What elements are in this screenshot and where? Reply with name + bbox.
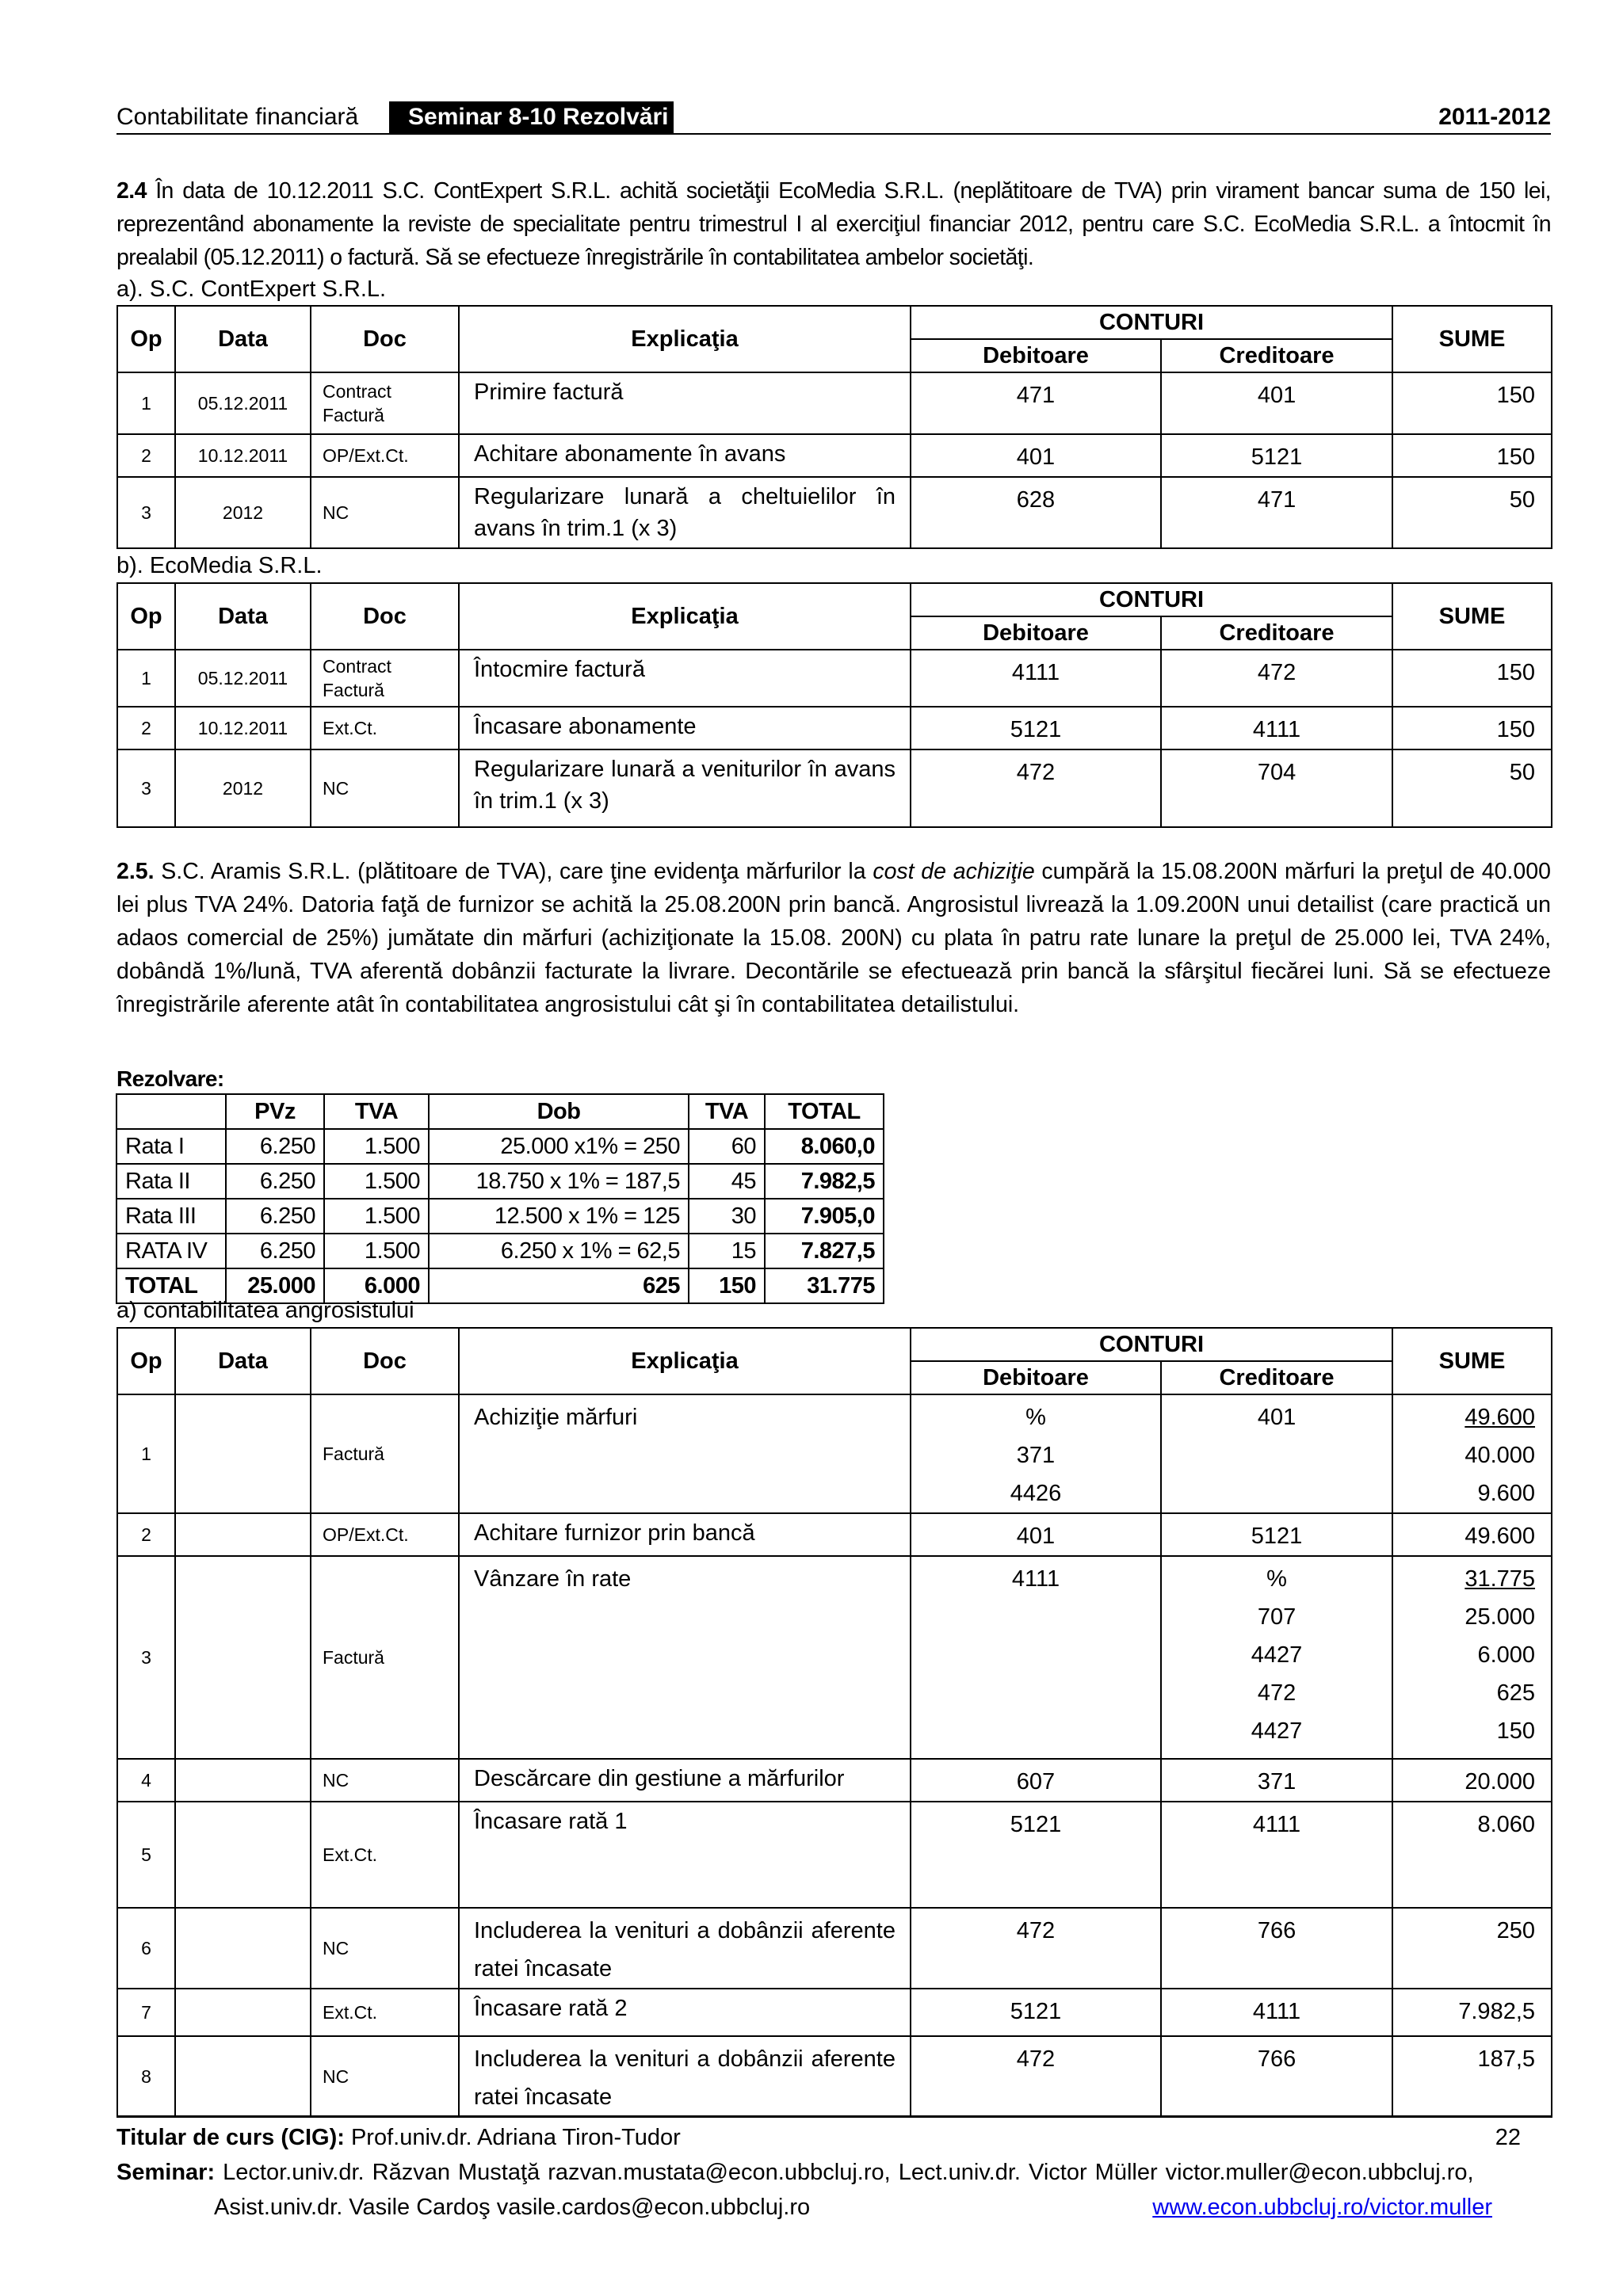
debit-line: 4426 [1010,1481,1062,1506]
row-credit: 471 [1161,477,1392,548]
rate-total: 7.982,5 [765,1164,884,1199]
sum-line: 49.600 [1465,1405,1536,1430]
row-op: 6 [117,1908,175,1989]
row-credit [1161,1989,1392,2036]
row-debit [911,1989,1161,2036]
sum-line: 187,5 [1477,2046,1536,2072]
col-conturi: CONTURI [911,306,1392,339]
installments-table [116,1093,884,1304]
rate-tva: 1.500 [324,1199,429,1234]
row-doc: Contract Factură [311,372,459,434]
table-row [116,1234,884,1268]
row-sum [1392,1989,1552,2036]
row-debit: 471 [911,372,1161,434]
rate-dob: 18.750 x 1% = 187,5 [429,1164,689,1199]
row-credit [1161,1802,1392,1908]
row-debit [911,1556,1161,1759]
credit-line: % [1266,1566,1287,1592]
row-sum: 150 [1392,434,1552,477]
col-creditoare: Creditoare [1161,339,1392,372]
row-debit [911,1908,1161,1989]
row-debit [911,1802,1161,1908]
row-date [175,1802,311,1908]
ledger-table-ecomedia [116,582,1552,828]
debit-line: 472 [1016,1918,1056,1943]
rate-dob: 12.500 x 1% = 125 [429,1199,689,1234]
table-row [117,1989,1552,2036]
footer-seminar [116,2155,1551,2190]
row-sum: 50 [1392,749,1552,827]
debit-line: % [1025,1405,1046,1430]
rates-header-pvz: PVz [226,1094,324,1129]
row-explanation: Întocmire factură [459,650,911,707]
row-op: 7 [117,1989,175,2036]
titular-name: Prof.univ.dr. Adriana Tiron-Tudor [344,2125,681,2150]
row-sum [1392,1802,1552,1908]
row-date [175,1556,311,1759]
row-sum: 150 [1392,650,1552,707]
credit-line: 707 [1257,1604,1296,1630]
total-pvz: 25.000 [226,1268,324,1303]
table-row [117,1513,1552,1556]
table-row [117,1759,1552,1802]
table-row [117,434,1552,477]
row-sum [1392,1908,1552,1989]
row-explanation: Vânzare în rate [459,1556,911,1759]
row-debit: 5121 [911,707,1161,749]
row-explanation: Regularizare lunară a veniturilor în avans în trim.1 (x 3) [459,749,911,827]
academic-year: 2011-2012 [1438,104,1551,130]
row-explanation: Regularizare lunară a cheltuielilor în avans în trim.1 (x 3) [459,477,911,548]
table-row [116,1129,884,1164]
row-explanation: Descărcare din gestiune a mărfurilor [459,1759,911,1802]
sum-line: 40.000 [1465,1443,1536,1468]
row-debit: 401 [911,434,1161,477]
row-date: 05.12.2011 [175,650,311,707]
row-doc: Ext.Ct. [311,707,459,749]
credit-line: 766 [1257,1918,1296,1943]
footer-titular [116,2120,1551,2155]
col-data: Data [175,306,311,372]
rate-label: RATA IV [116,1234,226,1268]
rate-pvz: 6.250 [226,1129,324,1164]
row-doc: Ext.Ct. [311,1989,459,2036]
rate-total: 7.905,0 [765,1199,884,1234]
table-row [116,1164,884,1199]
exercise-text-part: cumpără la 15.08.200N mărfuri la preţul de 40.000 lei plus TVA 24%. Datoria faţă de furnizor se achită la 25.08.200N prin bancă. Angrosistul livrează la 1.09.200N unui detailist (care practică un adaos comercial de 25%) jumătate din mărfuri (achiziţionate la 15.08. 200N) cu plata în patru rate lunare la preţul de 25.000 lei, TVA 24%, dobândă 1%/lună, TVA aferentă dobânzii facturate la livrare. Decontările se efectuează prin bancă la sfârşitul fiecărei luni. Să se efectueze înregistrările aferente atât în contabilitatea angrosistului cât şi în contabilitatea detailistului. [116,859,1551,1017]
seminar-label: Seminar: [116,2160,216,2185]
row-op: 1 [117,1394,175,1513]
col-data: Data [175,1328,311,1394]
total-tva: 6.000 [324,1268,429,1303]
sum-line: 9.600 [1477,1481,1536,1506]
col-creditoare: Creditoare [1161,616,1392,650]
table-row [117,1908,1552,1989]
rate-tva: 1.500 [324,1164,429,1199]
row-op: 3 [117,1556,175,1759]
row-credit: 5121 [1161,434,1392,477]
col-conturi: CONTURI [911,583,1392,616]
ledger-table-contexpert [116,305,1552,549]
row-op: 4 [117,1759,175,1802]
row-explanation: Achiziţie mărfuri [459,1394,911,1513]
debit-line: 401 [1016,1524,1056,1549]
row-explanation: Achitare abonamente în avans [459,434,911,477]
row-op: 3 [117,749,175,827]
rate-tva-dob: 30 [689,1199,765,1234]
table-row [117,477,1552,548]
seminar-staff: Lector.univ.dr. Răzvan Mustaţă razvan.mustata@econ.ubbcluj.ro, Lect.univ.dr. Victor Müller victor.muller@econ.ubbcluj.ro, [215,2160,1474,2185]
rate-tva: 1.500 [324,1129,429,1164]
row-credit [1161,1394,1392,1513]
debit-line: 607 [1016,1769,1056,1794]
row-date: 2012 [175,749,311,827]
exercise-text-italic: cost de achiziţie [873,859,1035,884]
debit-line: 371 [1016,1443,1056,1468]
col-doc: Doc [311,1328,459,1394]
exercise-text-part: S.C. Aramis S.R.L. (plătitoare de TVA), care ţine evidenţa mărfurilor la [154,859,873,884]
sum-line: 49.600 [1465,1524,1536,1549]
sum-line: 20.000 [1465,1769,1536,1794]
row-explanation: Includerea la venituri a dobânzii aferente ratei încasate [459,2036,911,2117]
rate-tva-dob: 45 [689,1164,765,1199]
table-row [117,1394,1552,1513]
rate-pvz: 6.250 [226,1199,324,1234]
credit-line: 4427 [1251,1642,1303,1668]
col-conturi: CONTURI [911,1328,1392,1361]
col-debitoare: Debitoare [911,616,1161,650]
total-label: TOTAL [116,1268,226,1303]
row-date [175,1513,311,1556]
credit-line: 472 [1257,1680,1296,1706]
sum-line: 7.982,5 [1458,1999,1536,2024]
exercise-text: În data de 10.12.2011 S.C. ContExpert S.R.L. achită societăţii EcoMedia S.R.L. (neplătitoare de TVA) prin virament bancar suma de 150 lei, reprezentând abonamente la reviste de specialitate pentru trimestrul I al exerciţiul financiar 2012, pentru care S.C. EcoMedia S.R.L. a întocmit în prealabil (05.12.2011) o factură. Să se efectueze înregistrările în contabilitatea ambelor societăţi. [116,178,1551,270]
col-op: Op [117,1328,175,1394]
row-doc: NC [311,1759,459,1802]
rates-header-dob: Dob [429,1094,689,1129]
seminar-assistant: Asist.univ.dr. Vasile Cardoş vasile.cardos@econ.ubbcluj.ro [214,2195,811,2220]
row-op: 1 [117,372,175,434]
row-op: 1 [117,650,175,707]
row-sum [1392,1759,1552,1802]
row-sum [1392,1394,1552,1513]
table-row [117,372,1552,434]
row-date: 05.12.2011 [175,372,311,434]
sum-line: 8.060 [1477,1812,1536,1837]
row-op: 8 [117,2036,175,2117]
row-doc: Factură [311,1394,459,1513]
rate-total: 7.827,5 [765,1234,884,1268]
row-explanation: Încasare rată 2 [459,1989,911,2036]
row-date: 10.12.2011 [175,707,311,749]
debit-line: 4111 [1011,1566,1060,1592]
row-date [175,1394,311,1513]
rate-total: 8.060,0 [765,1129,884,1164]
exercise-2-4-statement [116,174,1551,274]
website-link[interactable]: www.econ.ubbcluj.ro/victor.muller [1152,2195,1492,2220]
row-sum: 150 [1392,372,1552,434]
row-doc: OP/Ext.Ct. [311,1513,459,1556]
col-sume: SUME [1392,583,1552,650]
titular-label: Titular de curs (CIG): [116,2125,345,2150]
col-explicatia: Explicaţia [459,1328,911,1394]
row-doc: Contract Factură [311,650,459,707]
table-row [117,749,1552,827]
credit-line: 4111 [1252,1999,1301,2024]
credit-line: 4427 [1251,1718,1303,1744]
exercise-number: 2.5. [116,859,155,884]
row-date: 10.12.2011 [175,434,311,477]
row-sum: 150 [1392,707,1552,749]
row-explanation: Încasare abonamente [459,707,911,749]
total-dob: 625 [429,1268,689,1303]
rate-label: Rata III [116,1199,226,1234]
row-doc: Factură [311,1556,459,1759]
col-doc: Doc [311,583,459,650]
caption-contexpert: a). S.C. ContExpert S.R.L. [116,277,387,302]
sum-line: 625 [1496,1680,1536,1706]
col-explicatia: Explicaţia [459,306,911,372]
row-op: 3 [117,477,175,548]
row-explanation: Includerea la venituri a dobânzii aferente ratei încasate [459,1908,911,1989]
row-credit: 704 [1161,749,1392,827]
row-debit: 4111 [911,650,1161,707]
credit-line: 371 [1257,1769,1296,1794]
row-doc: NC [311,2036,459,2117]
rates-header-blank [116,1094,226,1129]
row-op: 2 [117,707,175,749]
row-credit: 401 [1161,372,1392,434]
rate-pvz: 6.250 [226,1164,324,1199]
row-debit [911,1759,1161,1802]
sum-line: 150 [1496,1718,1536,1744]
row-op: 5 [117,1802,175,1908]
debit-line: 5121 [1010,1812,1062,1837]
rate-label: Rata II [116,1164,226,1199]
rezolvare-label: Rezolvare: [116,1066,224,1091]
row-credit: 4111 [1161,707,1392,749]
table-row [117,1556,1552,1759]
sum-line: 250 [1496,1918,1536,1943]
row-explanation: Achitare furnizor prin bancă [459,1513,911,1556]
col-debitoare: Debitoare [911,1361,1161,1394]
row-sum [1392,1513,1552,1556]
row-credit [1161,1556,1392,1759]
exercise-2-5-statement [116,855,1551,1021]
credit-line: 766 [1257,2046,1296,2072]
rates-header-tva: TVA [324,1094,429,1129]
row-credit [1161,1759,1392,1802]
col-sume: SUME [1392,1328,1552,1394]
total-total: 31.775 [765,1268,884,1303]
row-debit: 628 [911,477,1161,548]
row-doc: NC [311,1908,459,1989]
credit-line: 401 [1257,1405,1296,1430]
debit-line: 472 [1016,2046,1056,2072]
sum-line: 31.775 [1465,1566,1536,1592]
col-op: Op [117,306,175,372]
row-debit [911,1394,1161,1513]
course-title: Contabilitate financiară [116,104,359,130]
rates-header-total: TOTAL [765,1094,884,1129]
table-row [117,1802,1552,1908]
row-doc: Ext.Ct. [311,1802,459,1908]
rate-tva-dob: 15 [689,1234,765,1268]
credit-line: 5121 [1251,1524,1303,1549]
row-credit [1161,1513,1392,1556]
credit-line: 4111 [1252,1812,1301,1837]
table-row [117,707,1552,749]
row-debit [911,1513,1161,1556]
table-row [117,650,1552,707]
col-explicatia: Explicaţia [459,583,911,650]
page-number: 22 [1495,2125,1521,2150]
sum-line: 6.000 [1477,1642,1536,1668]
col-data: Data [175,583,311,650]
row-doc: OP/Ext.Ct. [311,434,459,477]
row-doc: NC [311,477,459,548]
sum-line: 25.000 [1465,1604,1536,1630]
total-tva-dob: 150 [689,1268,765,1303]
caption-angrosist: a) contabilitatea angrosistului [116,1298,414,1323]
rates-header-tva-dob: TVA [689,1094,765,1129]
col-debitoare: Debitoare [911,339,1161,372]
row-doc: NC [311,749,459,827]
row-date: 2012 [175,477,311,548]
col-creditoare: Creditoare [1161,1361,1392,1394]
row-date [175,1989,311,2036]
col-sume: SUME [1392,306,1552,372]
rate-tva: 1.500 [324,1234,429,1268]
row-credit: 472 [1161,650,1392,707]
debit-line: 5121 [1010,1999,1062,2024]
ledger-table-angrosist [116,1327,1552,2118]
rate-tva-dob: 60 [689,1129,765,1164]
rate-dob: 6.250 x 1% = 62,5 [429,1234,689,1268]
row-date [175,1759,311,1802]
row-credit [1161,1908,1392,1989]
col-doc: Doc [311,306,459,372]
row-debit [911,2036,1161,2117]
table-row [116,1199,884,1234]
row-sum [1392,2036,1552,2117]
row-date [175,2036,311,2117]
row-credit [1161,2036,1392,2117]
caption-ecomedia: b). EcoMedia S.R.L. [116,553,323,578]
col-op: Op [117,583,175,650]
row-op: 2 [117,1513,175,1556]
row-debit: 472 [911,749,1161,827]
row-explanation: Încasare rată 1 [459,1802,911,1908]
table-row [117,2036,1552,2117]
row-sum: 50 [1392,477,1552,548]
row-sum [1392,1556,1552,1759]
rate-label: Rata I [116,1129,226,1164]
row-explanation: Primire factură [459,372,911,434]
row-date [175,1908,311,1989]
rate-dob: 25.000 x1% = 250 [429,1129,689,1164]
footer-divider [116,2115,1551,2117]
exercise-number: 2.4 [116,178,147,204]
page-header [116,101,1551,135]
rate-pvz: 6.250 [226,1234,324,1268]
seminar-badge: Seminar 8-10 Rezolvări [389,101,674,133]
row-op: 2 [117,434,175,477]
